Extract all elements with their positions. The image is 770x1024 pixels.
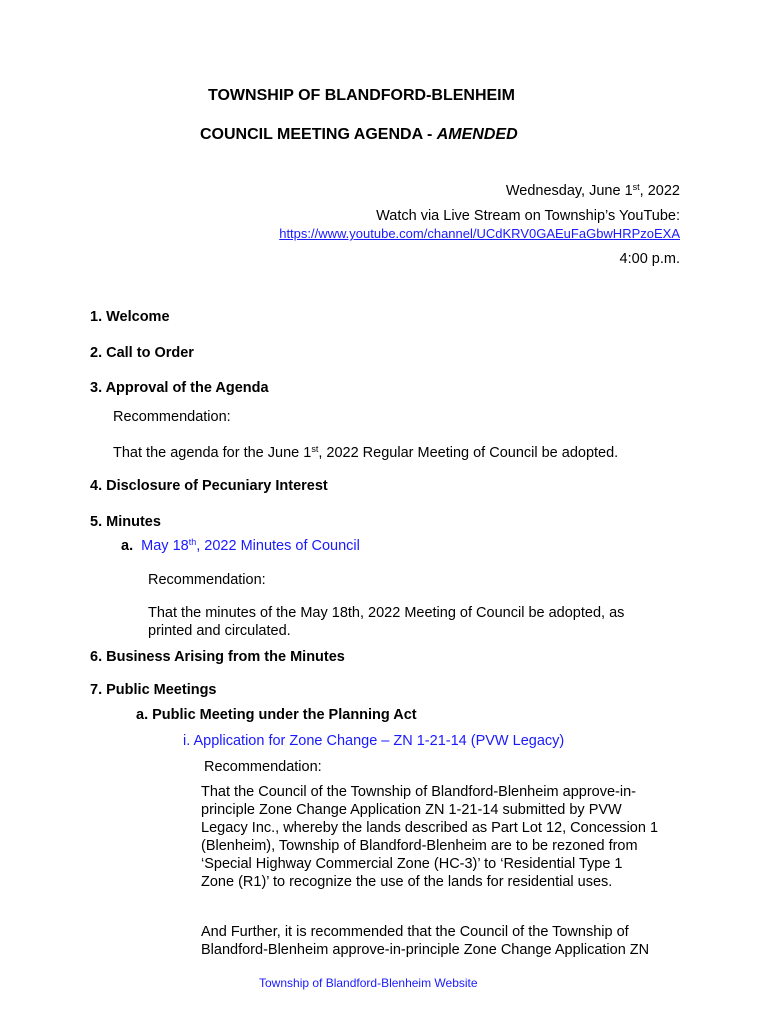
agenda-item-pecuniary: 4. Disclosure of Pecuniary Interest <box>90 478 328 494</box>
item5a-recommendation-line1: That the minutes of the May 18th, 2022 Meeting of Council be adopted, as <box>148 605 625 621</box>
document-title: TOWNSHIP OF BLANDFORD-BLENHEIM <box>208 87 515 104</box>
minutes-link-pre: May 18 <box>141 538 189 554</box>
item3-recommendation-text <box>113 445 618 462</box>
minutes-may-18-link[interactable] <box>141 538 360 554</box>
date-suffix: st <box>632 182 640 192</box>
date-text: Wednesday, June 1 <box>505 183 633 199</box>
item7ai-rec-line: That the Council of the Township of Blandford-Blenheim approve-in- <box>201 784 636 800</box>
item5a-recommendation-label: Recommendation: <box>148 572 266 588</box>
item7ai-rec-line: Zone (R1)’ to recognize the use of the lands for residential uses. <box>201 874 613 890</box>
subtitle-amended: AMENDED <box>436 126 518 143</box>
item3-rec-sup: st <box>311 444 319 454</box>
watch-livestream-text: Watch via Live Stream on Township’s YouTube: <box>376 208 680 224</box>
meeting-time: 4:00 p.m. <box>619 251 680 267</box>
item7ai-recommendation-label: Recommendation: <box>204 759 322 775</box>
item7ai-further-line: And Further, it is recommended that the Council of the Township of <box>201 924 629 940</box>
youtube-link[interactable]: https://www.youtube.com/channel/UCdKRV0GAEuFaGbwHRPzoEXA <box>279 226 680 241</box>
item3-rec-pre: That the agenda for the June 1 <box>113 445 312 461</box>
item7ai-further-line: Blandford-Blenheim approve-in-principle Zone Change Application ZN <box>201 942 650 958</box>
agenda-item-public-meetings: 7. Public Meetings <box>90 682 217 698</box>
item7a-planning-act: a. Public Meeting under the Planning Act <box>136 707 417 723</box>
date-year: , 2022 <box>639 183 680 199</box>
document-subtitle <box>200 126 518 144</box>
zone-change-application-link[interactable]: i. Application for Zone Change – ZN 1-21-14 (PVW Legacy) <box>183 733 565 749</box>
minutes-link-sup: th <box>188 537 197 547</box>
item7ai-rec-line: ‘Special Highway Commercial Zone (HC-3)’ to ‘Residential Type 1 <box>201 856 623 872</box>
item7ai-rec-line: Legacy Inc., whereby the lands described as Part Lot 12, Concession 1 <box>201 820 659 836</box>
item5a-letter: a. <box>121 538 134 554</box>
meeting-date <box>506 183 680 200</box>
minutes-link-post: , 2022 Minutes of Council <box>196 538 360 554</box>
subtitle-main: COUNCIL MEETING AGENDA - <box>200 126 437 143</box>
item5a <box>121 538 360 555</box>
agenda-item-minutes: 5. Minutes <box>90 514 161 530</box>
agenda-item-approval: 3. Approval of the Agenda <box>90 380 269 396</box>
agenda-item-welcome: 1. Welcome <box>90 309 170 325</box>
item5a-recommendation-line2: printed and circulated. <box>148 623 291 639</box>
township-website-link[interactable]: Township of Blandford-Blenheim Website <box>259 976 478 990</box>
item7ai-rec-line: (Blenheim), Township of Blandford-Blenheim are to be rezoned from <box>201 838 638 854</box>
item3-recommendation-label: Recommendation: <box>113 409 231 425</box>
item7ai-rec-line: principle Zone Change Application ZN 1-21-14 submitted by PVW <box>201 802 622 818</box>
item3-rec-post: , 2022 Regular Meeting of Council be adopted. <box>318 445 619 461</box>
agenda-item-business-arising: 6. Business Arising from the Minutes <box>90 649 345 665</box>
agenda-item-call-to-order: 2. Call to Order <box>90 345 194 361</box>
